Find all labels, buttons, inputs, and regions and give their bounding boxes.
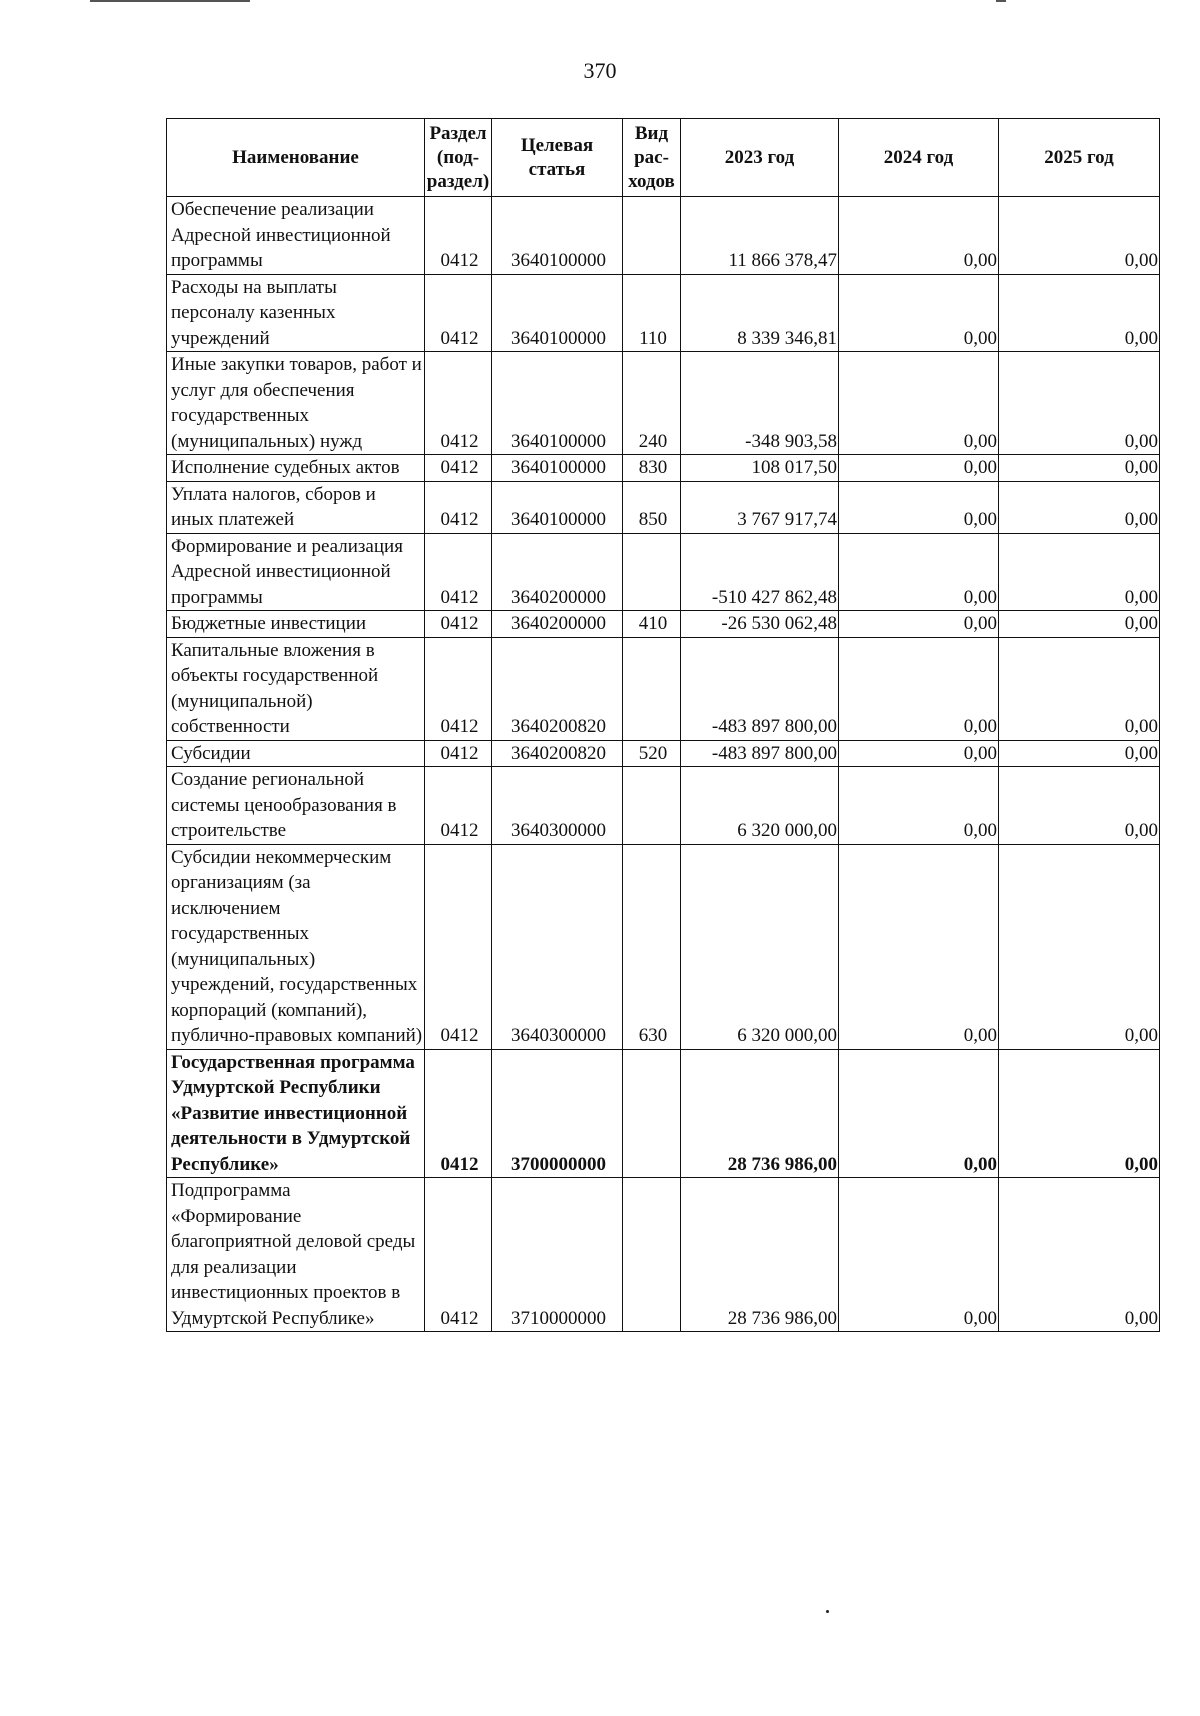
cell-2025: 0,00 bbox=[999, 740, 1160, 767]
page-number: 370 bbox=[583, 58, 617, 83]
stray-dot bbox=[826, 1610, 829, 1613]
cell-name: Иные закупки товаров, работ и услуг для обеспечения государственных (муниципальных) нужд bbox=[167, 352, 425, 455]
cell-name: Уплата налогов, сборов и иных платежей bbox=[167, 481, 425, 533]
cell-2023: 6 320 000,00 bbox=[681, 844, 839, 1049]
cell-target: 3640200000 bbox=[492, 611, 623, 638]
top-edge-mark-right bbox=[996, 0, 1006, 2]
table-row bbox=[167, 455, 1160, 482]
cell-target: 3640200820 bbox=[492, 740, 623, 767]
cell-2023: 108 017,50 bbox=[681, 455, 839, 482]
cell-2025: 0,00 bbox=[999, 455, 1160, 482]
cell-section: 0412 bbox=[425, 844, 492, 1049]
cell-name: Создание региональной системы ценообразования в строительстве bbox=[167, 767, 425, 845]
cell-target: 3640100000 bbox=[492, 274, 623, 352]
table-row bbox=[167, 611, 1160, 638]
budget-table bbox=[166, 118, 1160, 1332]
cell-expense-type: 830 bbox=[623, 455, 681, 482]
cell-name: Бюджетные инвестиции bbox=[167, 611, 425, 638]
cell-2023: 6 320 000,00 bbox=[681, 767, 839, 845]
cell-section: 0412 bbox=[425, 455, 492, 482]
cell-target: 3640200000 bbox=[492, 533, 623, 611]
table-row bbox=[167, 740, 1160, 767]
cell-section: 0412 bbox=[425, 533, 492, 611]
cell-2025: 0,00 bbox=[999, 481, 1160, 533]
cell-expense-type: 630 bbox=[623, 844, 681, 1049]
cell-2023: 28 736 986,00 bbox=[681, 1049, 839, 1178]
cell-2024: 0,00 bbox=[839, 1049, 999, 1178]
header-expense-type: Вид рас- ходов bbox=[623, 119, 681, 197]
header-2024: 2024 год bbox=[839, 119, 999, 197]
table-header-row bbox=[167, 119, 1160, 197]
cell-2023: 28 736 986,00 bbox=[681, 1178, 839, 1332]
cell-2025: 0,00 bbox=[999, 352, 1160, 455]
cell-expense-type: 850 bbox=[623, 481, 681, 533]
cell-2025: 0,00 bbox=[999, 637, 1160, 740]
table-body bbox=[167, 197, 1160, 1332]
cell-name: Капитальные вложения в объекты государственной (муниципальной) собственности bbox=[167, 637, 425, 740]
cell-2024: 0,00 bbox=[839, 481, 999, 533]
header-target: Целевая статья bbox=[492, 119, 623, 197]
cell-section: 0412 bbox=[425, 637, 492, 740]
cell-2023: 3 767 917,74 bbox=[681, 481, 839, 533]
cell-expense-type bbox=[623, 1049, 681, 1178]
table-row bbox=[167, 1049, 1160, 1178]
cell-target: 3640100000 bbox=[492, 455, 623, 482]
cell-2023: 8 339 346,81 bbox=[681, 274, 839, 352]
cell-section: 0412 bbox=[425, 352, 492, 455]
cell-target: 3640100000 bbox=[492, 197, 623, 275]
cell-2023: 11 866 378,47 bbox=[681, 197, 839, 275]
cell-2024: 0,00 bbox=[839, 352, 999, 455]
cell-2025: 0,00 bbox=[999, 611, 1160, 638]
table-row bbox=[167, 767, 1160, 845]
cell-name: Исполнение судебных актов bbox=[167, 455, 425, 482]
cell-2025: 0,00 bbox=[999, 533, 1160, 611]
header-name: Наименование bbox=[167, 119, 425, 197]
cell-section: 0412 bbox=[425, 740, 492, 767]
cell-target: 3640200820 bbox=[492, 637, 623, 740]
cell-name: Подпрограмма «Формирование благоприятной деловой среды для реализации инвестиционных проектов в Удмуртской Республике» bbox=[167, 1178, 425, 1332]
cell-expense-type: 240 bbox=[623, 352, 681, 455]
cell-section: 0412 bbox=[425, 767, 492, 845]
table-row bbox=[167, 844, 1160, 1049]
table-row bbox=[167, 274, 1160, 352]
cell-section: 0412 bbox=[425, 197, 492, 275]
cell-name: Обеспечение реализации Адресной инвестиционной программы bbox=[167, 197, 425, 275]
cell-2025: 0,00 bbox=[999, 197, 1160, 275]
cell-expense-type bbox=[623, 533, 681, 611]
cell-2024: 0,00 bbox=[839, 611, 999, 638]
cell-2024: 0,00 bbox=[839, 455, 999, 482]
top-edge-mark bbox=[90, 0, 250, 2]
cell-2024: 0,00 bbox=[839, 740, 999, 767]
cell-2024: 0,00 bbox=[839, 637, 999, 740]
cell-2024: 0,00 bbox=[839, 844, 999, 1049]
cell-2024: 0,00 bbox=[839, 197, 999, 275]
cell-2025: 0,00 bbox=[999, 1178, 1160, 1332]
cell-section: 0412 bbox=[425, 1178, 492, 1332]
cell-name: Расходы на выплаты персоналу казенных учреждений bbox=[167, 274, 425, 352]
cell-name: Формирование и реализация Адресной инвестиционной программы bbox=[167, 533, 425, 611]
cell-name: Государственная программа Удмуртской Республики «Развитие инвестиционной деятельности в Удмуртской Республике» bbox=[167, 1049, 425, 1178]
cell-2023: -510 427 862,48 bbox=[681, 533, 839, 611]
cell-2024: 0,00 bbox=[839, 767, 999, 845]
cell-2023: -26 530 062,48 bbox=[681, 611, 839, 638]
cell-expense-type: 410 bbox=[623, 611, 681, 638]
cell-target: 3700000000 bbox=[492, 1049, 623, 1178]
table-row bbox=[167, 637, 1160, 740]
cell-expense-type bbox=[623, 767, 681, 845]
table-row bbox=[167, 1178, 1160, 1332]
cell-2023: -483 897 800,00 bbox=[681, 740, 839, 767]
cell-target: 3710000000 bbox=[492, 1178, 623, 1332]
cell-section: 0412 bbox=[425, 611, 492, 638]
cell-expense-type bbox=[623, 637, 681, 740]
cell-2025: 0,00 bbox=[999, 767, 1160, 845]
cell-2024: 0,00 bbox=[839, 533, 999, 611]
table-row bbox=[167, 533, 1160, 611]
header-section: Раздел (под- раздел) bbox=[425, 119, 492, 197]
cell-target: 3640100000 bbox=[492, 352, 623, 455]
cell-expense-type: 110 bbox=[623, 274, 681, 352]
cell-section: 0412 bbox=[425, 1049, 492, 1178]
cell-target: 3640300000 bbox=[492, 844, 623, 1049]
cell-name: Субсидии bbox=[167, 740, 425, 767]
cell-name: Субсидии некоммерческим организациям (за исключением государственных (муниципальных) учреждений, государственных корпораций (компаний), публично-правовых компаний) bbox=[167, 844, 425, 1049]
cell-2025: 0,00 bbox=[999, 1049, 1160, 1178]
cell-2024: 0,00 bbox=[839, 274, 999, 352]
cell-2025: 0,00 bbox=[999, 274, 1160, 352]
cell-section: 0412 bbox=[425, 481, 492, 533]
table-row bbox=[167, 197, 1160, 275]
cell-target: 3640100000 bbox=[492, 481, 623, 533]
cell-2025: 0,00 bbox=[999, 844, 1160, 1049]
cell-expense-type: 520 bbox=[623, 740, 681, 767]
table-row bbox=[167, 481, 1160, 533]
header-2023: 2023 год bbox=[681, 119, 839, 197]
cell-target: 3640300000 bbox=[492, 767, 623, 845]
cell-2024: 0,00 bbox=[839, 1178, 999, 1332]
cell-2023: -348 903,58 bbox=[681, 352, 839, 455]
table-row bbox=[167, 352, 1160, 455]
cell-expense-type bbox=[623, 1178, 681, 1332]
cell-2023: -483 897 800,00 bbox=[681, 637, 839, 740]
header-2025: 2025 год bbox=[999, 119, 1160, 197]
cell-expense-type bbox=[623, 197, 681, 275]
cell-section: 0412 bbox=[425, 274, 492, 352]
